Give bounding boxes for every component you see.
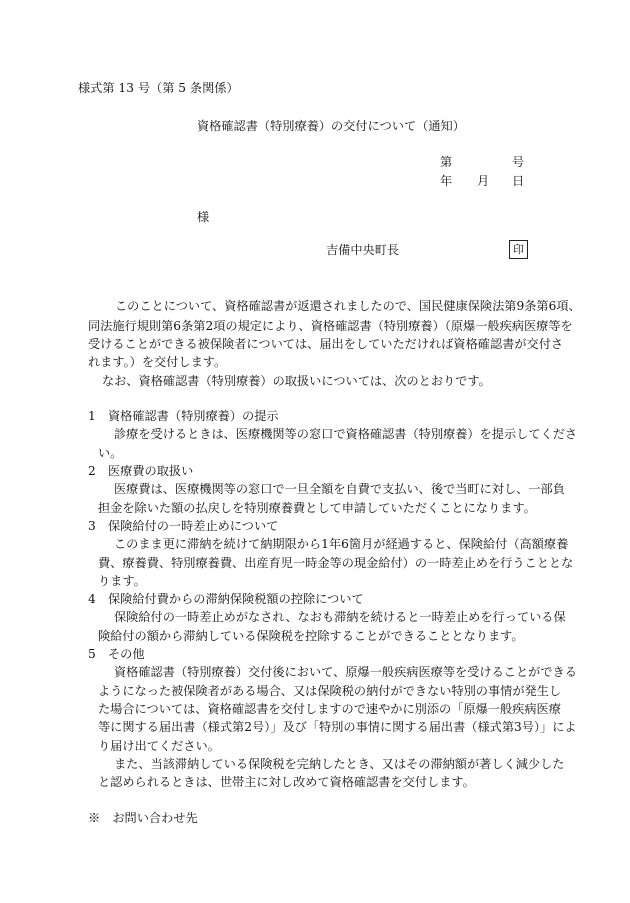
section-2-heading: 2 医療費の取扱い: [88, 464, 194, 478]
addressee-honorific: 様: [197, 210, 210, 224]
section-5-line-2: ようになった被保険者がある場合、又は保険税の納付ができない特別の事情が発生し: [98, 684, 562, 698]
section-5-heading: 5 その他: [88, 647, 145, 661]
section-5-line-1: 資格確認書（特別療養）交付後において、原爆一般疾病医療等を受けることができる: [114, 665, 577, 679]
section-2-line-2: 担金を除いた額の払戻しを特別療養費として申請していただくことになります。: [98, 501, 536, 515]
section-3-line-3: ります。: [98, 574, 146, 588]
section-5-line-7: と認められるときは、世帯主に対し改めて資格確認書を交付します。: [98, 775, 475, 789]
intro-line-5: なお、資格確認書（特別療養）の取扱いについては、次のとおりです。: [102, 374, 491, 388]
intro-line-4: れます。）を交付します。: [88, 355, 227, 369]
date-day: 日: [512, 174, 525, 188]
section-4-heading: 4 保険給付費からの滞納保険税額の控除について: [88, 592, 364, 606]
contact-heading: ※ お問い合わせ先: [88, 811, 198, 825]
number-label: 第: [440, 155, 453, 169]
form-number: 様式第 13 号（第 5 条関係）: [78, 81, 239, 95]
section-5-line-5: り届け出てください。: [98, 739, 220, 753]
section-1-line-1: 診療を受けるときは、医療機関等の窓口で資格確認書（特別療養）を提示してくださ: [114, 427, 578, 441]
section-5-line-6: また、当該滞納している保険税を完納したとき、又はその滞納額が著しく減少した: [114, 757, 565, 771]
intro-line-3: 受けることができる被保険者については、届出をしていただければ資格確認書が交付さ: [88, 337, 564, 351]
section-3-line-2: 費、療養費、特別療養費、出産育児一時金等の現金給付）の一時差止めを行うこととな: [98, 556, 574, 570]
section-1-line-2: い。: [98, 446, 123, 460]
document-title: 資格確認書（特別療養）の交付について（通知）: [197, 119, 465, 133]
section-3-line-1: このまま更に滞納を続けて納期限から1年6箇月が経過すると、保険給付（高額療養: [114, 537, 569, 551]
section-4-line-1: 保険給付の一時差止めがなされ、なおも滞納を続けると一時差止めを行っている保: [114, 610, 566, 624]
section-2-line-1: 医療費は、医療機関等の窓口で一旦全額を自費で支払い、後で当町に対し、一部負: [114, 482, 565, 496]
date-year: 年: [440, 174, 453, 188]
intro-line-1: このことについて、資格確認書が返還されましたので、国民健康保険法第9条第6項、: [115, 299, 581, 313]
intro-line-2: 同法施行規則第6条第2項の規定により、資格確認書（特別療養）（原爆一般疾病医療等を: [88, 319, 573, 333]
section-1-heading: 1 資格確認書（特別療養）の提示: [88, 409, 279, 423]
section-4-line-2: 険給付の額から滞納している保険税を控除することができることとなります。: [98, 629, 524, 643]
section-5-line-4: 等に関する届出書（様式第2号）」及び「特別の事情に関する届出書（様式第3号）」によ: [98, 720, 577, 734]
section-3-heading: 3 保険給付の一時差止めについて: [88, 519, 279, 533]
seal-mark: 印: [509, 240, 528, 259]
number-suffix: 号: [512, 155, 525, 169]
section-5-line-3: た場合については、資格確認書を交付しますので速やかに別添の「原爆一般疾病医療: [98, 702, 561, 716]
date-month: 月: [477, 174, 490, 188]
issuer-name: 吉備中央町長: [326, 243, 400, 257]
